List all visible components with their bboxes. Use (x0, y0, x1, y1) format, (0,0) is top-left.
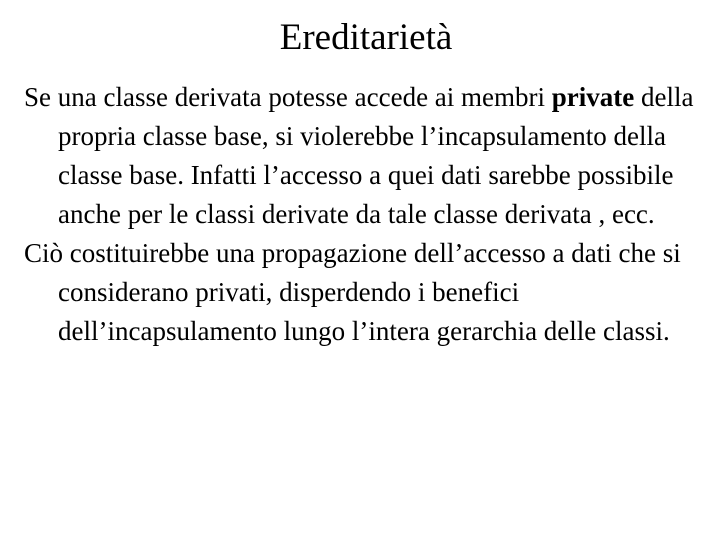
slide-body (24, 78, 704, 351)
private-keyword: private (551, 82, 635, 112)
paragraph-propagation: Ciò costituirebbe una propagazione dell’accesso a dati che si considerano privati, disperdendo i benefici dell’incapsulamento lungo l’intera gerarchia delle classi. (24, 238, 681, 346)
slide-title: Ereditarietà (279, 17, 453, 58)
paragraph-tail: della propria classe base, si violerebbe l’incapsulamento della classe base. Infatti l’accesso a quei dati sarebbe possibile anche per le classi derivate da tale classe derivata , ecc. (58, 82, 694, 229)
paragraph-lead: Se una classe derivata potesse accede ai membri (24, 82, 552, 112)
paragraph-encapsulation (24, 78, 704, 234)
